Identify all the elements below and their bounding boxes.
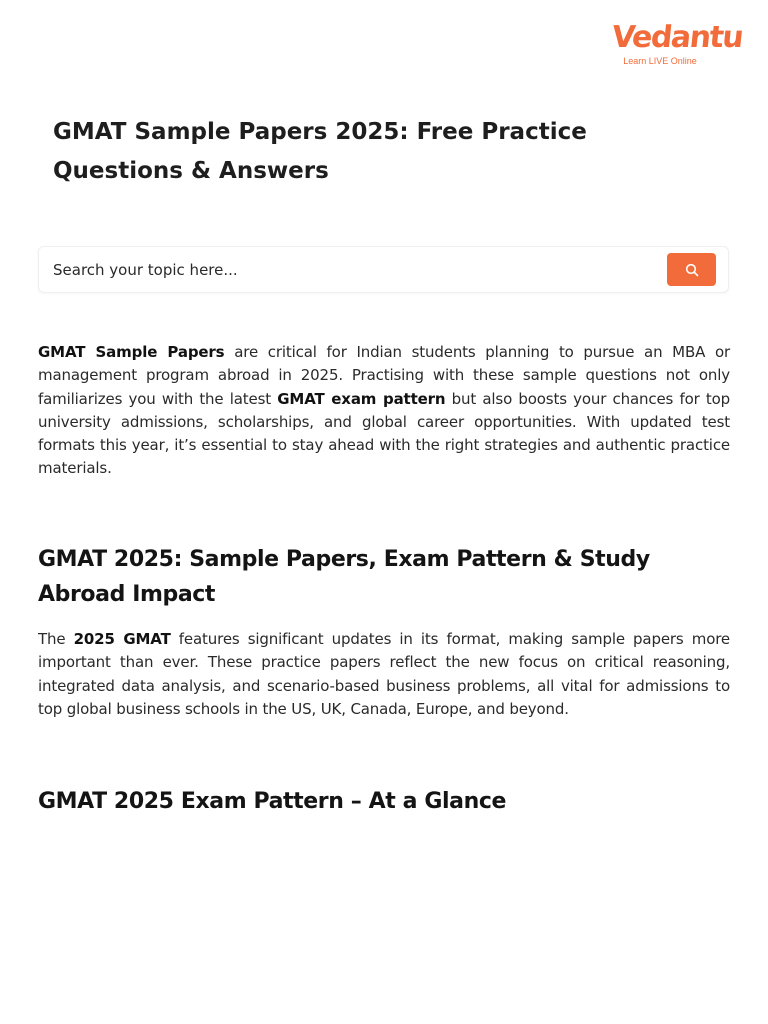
vedantu-logo[interactable] xyxy=(610,20,745,66)
search-icon xyxy=(685,263,699,277)
logo-wordmark: Vedantu xyxy=(610,20,745,55)
section-paragraph xyxy=(38,628,730,721)
intro-paragraph xyxy=(38,341,730,481)
search-button[interactable] xyxy=(667,253,716,286)
section-heading-exam-pattern: GMAT 2025 Exam Pattern – At a Glance xyxy=(38,789,507,814)
section-bold: 2025 GMAT xyxy=(73,630,171,648)
search-input[interactable] xyxy=(53,247,653,292)
intro-bold-lead: GMAT Sample Papers xyxy=(38,343,225,361)
section-text-2: features significant updates in its format, making sample papers more important than ever. These practice papers reflect the new focus on critical reasoning, integrated data analysis, and scenario-based business problems, all vital for admissions to top global business schools in the US, UK, Canada, Europe, and beyond. xyxy=(38,630,730,718)
gmat-exam-pattern-bold: GMAT exam pattern xyxy=(277,389,446,408)
intro-text-2: but also boosts your chances for top university admissions, scholarships, and global career opportunities. With updated test formats this year, it’s essential to stay ahead with the right strategies and authentic practice materials. xyxy=(38,389,730,478)
page-title: GMAT Sample Papers 2025: Free Practice Questions & Answers xyxy=(53,119,587,184)
logo-tagline: Learn LIVE Online xyxy=(623,56,697,66)
search-bar xyxy=(38,246,729,293)
section-heading-sample-papers: GMAT 2025: Sample Papers, Exam Pattern & Study Abroad Impact xyxy=(38,547,650,607)
intro-text-1: are critical for Indian students planning to pursue an MBA or management program abroad in 2025. Practising with these sample questions not only familiarizes you with the latest xyxy=(38,343,730,408)
section-text-1: The xyxy=(38,630,74,648)
